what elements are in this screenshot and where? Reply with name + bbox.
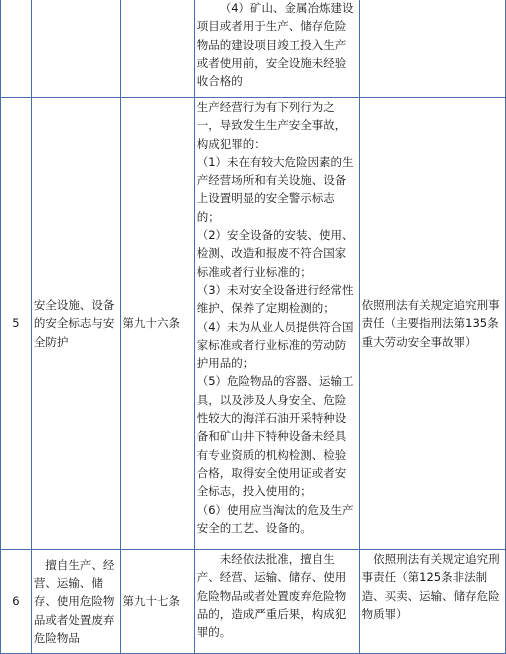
penalty-cell: 依照刑法有关规定追究刑事责任（主要指刑法第135条重大劳动安全事故罪） [359, 98, 505, 550]
penalty-cell [359, 0, 505, 98]
conduct-text: 未经依法批准，擅自生产、经营、运输、储存、使用危险物品或者处置废弃危险物品的，造成严重后果，构成犯罪的。 [196, 552, 347, 640]
conduct-text: （6）使用应当淘汰的危及生产安全的工艺、设备的。 [196, 502, 354, 535]
conduct-text: （4）未为从业人员提供符合国家标准或者行业标准的劳动防护用品的； [196, 319, 354, 371]
conduct-cell [194, 0, 359, 98]
conduct-text: （5）危险物品的容器、运输工具，以及涉及人身安全、危险性较大的海洋石油开采特种设备和矿山井下特种设备未经具有专业资质的机构检测、检验合格，取得安全使用证或者安全标志，投入使用的； [196, 374, 354, 499]
conduct-text: （4）矿山、金属冶炼建设项目或者用于生产、储存危险物品的建设项目竣工投入生产或者使用前，安全设施未经验收合格的 [196, 1, 354, 89]
table-row [1, 0, 506, 98]
item-cell [31, 0, 120, 98]
conduct-cell [194, 98, 359, 550]
item-cell: 安全设施、设备的安全标志与安全防护 [31, 98, 120, 550]
conduct-text: （3）未对安全设备进行经常性维护、保养了定期检测的； [196, 282, 354, 316]
penalty-cell [359, 550, 505, 654]
item-cell [31, 550, 120, 654]
conduct-text: （1）未在有较大危险因素的生产经营场所和有关设施、设备上设置明显的安全警示标志的； [196, 154, 354, 224]
article-cell [120, 0, 194, 98]
row-number: 6 [1, 550, 32, 654]
conduct-text: （2）安全设备的安装、使用、检测、改造和报废不符合国家标准或者行业标准的； [196, 228, 354, 279]
table-row [1, 98, 506, 550]
item-text: 擅自生产、经营、运输、储存、使用危险物品或者处置废弃危险物品 [33, 557, 115, 645]
row-number: 5 [1, 98, 32, 550]
table-row [1, 550, 506, 654]
conduct-text: 生产经营行为有下列行为之一，导致发生生产安全事故，构成犯罪的： [196, 100, 347, 151]
article-cell: 第九十六条 [120, 98, 194, 550]
article-cell: 第九十七条 [120, 550, 194, 654]
row-number [1, 0, 32, 98]
conduct-cell [194, 550, 359, 654]
penalty-text: 依照刑法有关规定追究刑事责任（第125条非法制造、买卖、运输、储存危险物质罪） [361, 552, 500, 621]
